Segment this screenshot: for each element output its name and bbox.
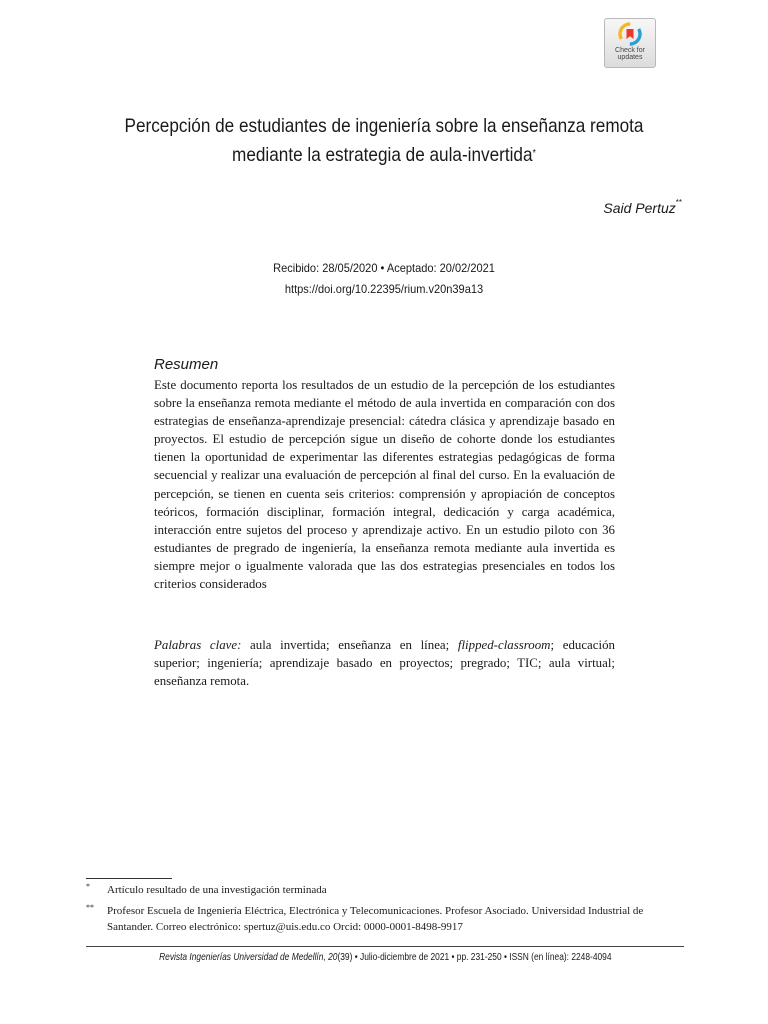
article-metadata [84,258,684,300]
crossmark-icon [618,22,642,46]
footnote-2 [86,903,684,935]
keywords-part-1: aula invertida; enseñanza en línea; [250,638,450,652]
received-accepted-dates: Recibido: 28/05/2020 • Aceptado: 20/02/2021 [273,261,495,275]
footer-journal-name: Revista Ingenierías Universidad de Medellín, [158,952,326,963]
journal-footer [86,952,684,963]
footnote-2-text: Profesor Escuela de Ingeniería Eléctrica, Electrónica y Telecomunicaciones. Profesor Asociado. Universidad Industrial de Santander. Correo electrónico: spertuz@uis.edu.co Orcid: 0000-0001-8498-9917 [107,905,644,933]
abstract [154,376,615,593]
footnote-divider [86,878,172,879]
keywords-part-2: ; educación superior; ingeniería; aprendizaje basado en proyectos; pregrado; TIC; aula virtual; enseñanza remota. [154,638,615,689]
badge-label-line2: updates [617,54,643,61]
title-line-1: Percepción de estudiantes de ingeniería sobre la enseñanza remota [124,115,644,137]
check-for-updates-badge[interactable] [604,18,656,68]
author-name: Said Pertuz [603,200,676,216]
footnote-2-mark: ** [86,903,94,912]
footnote-1-mark: * [86,882,90,891]
title-footnote-mark: * [532,148,536,159]
title-line-2-text: mediante la estrategia de aula-invertida [232,144,533,166]
paper-title [99,112,669,170]
abstract-heading: Resumen [154,356,219,373]
footnote-1-text: Artículo resultado de una investigación terminada [107,884,327,896]
abstract-body: Este documento reporta los resultados de un estudio de la percepción de los estudiantes sobre la enseñanza remota mediante el método de aula invertida en comparación con dos estrategias de enseñanza-aprendizaje presencial: cátedra clásica y aprendizaje basado en proyectos. El estudio de percepción sigue un diseño de cohorte donde los estudiantes tienen la oportunidad de experimentar las diferentes estrategias pedagógicas de forma secuencial y realizar una evaluación de percepción al final del curso. En la evaluación de percepción, se tienen en cuenta seis criterios: comprensión y apropiación de conceptos teóricos, formación disciplinar, formación integral, dedicación y carga académica, interacción entre sujetos del proceso y aprendizaje activo. En un estudio piloto con 36 estudiantes de pregrado de ingeniería, la enseñanza remota mediante aula invertida es siempre mejor o igualmente valorada que las dos estrategias presenciales en todos los criterios considerados [154,378,615,592]
footnote-1 [86,882,684,898]
keywords-italic-term: flipped-classroom [457,638,551,652]
footer-divider [86,946,684,947]
footer-volume: 20 [327,952,338,963]
author-footnote-mark: ** [675,198,682,207]
keywords [154,636,615,690]
doi-link[interactable]: https://doi.org/10.22395/rium.v20n39a13 [284,282,484,296]
title-line-2 [99,141,669,170]
author [603,200,682,216]
footer-issue-info: (39) • Julio-diciembre de 2021 • pp. 231-250 • ISSN (en línea): 2248-4094 [337,952,612,963]
keywords-label: Palabras clave: [154,638,242,652]
badge-label-line1: Check for [615,47,645,54]
